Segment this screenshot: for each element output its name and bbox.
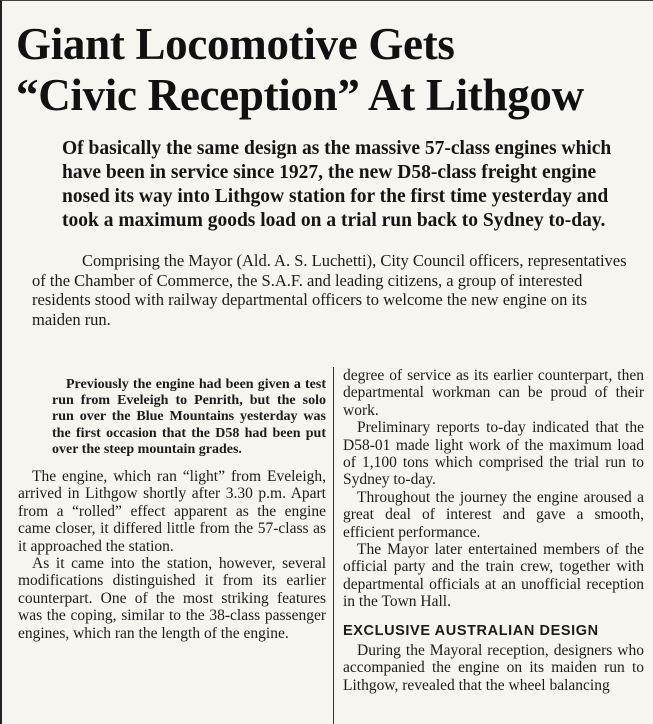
section-subhead: EXCLUSIVE AUSTRALIAN DESIGN: [343, 622, 599, 639]
body-paragraph: As it came into the station, however, several modifications distinguished it from its earlier counterpart. One of the most striking features was the coping, similar to the 38-class passenger engines, which ran the length of the engine.: [18, 555, 326, 642]
body-paragraph-continued: degree of service as its earlier counterpart, then departmental workman can be proud of their work.: [343, 367, 644, 419]
headline-line-1: Giant Locomotive Gets: [16, 19, 455, 69]
body-paragraph: During the Mayoral reception, designers who accompanied the engine on its maiden run to Lithgow, revealed that the wheel balancing: [343, 641, 644, 694]
intro-paragraph: Comprising the Mayor (Ald. A. S. Luchetti), City Council officers, representatives of the Chamber of Commerce, the S.A.F. and leading citizens, a group of interested residents stood with railway departmental officers to welcome the new engine on its maiden run.: [32, 251, 627, 329]
article-columns: [2, 367, 653, 724]
headline: [2, 1, 653, 121]
body-paragraph: Throughout the journey the engine aroused a great deal of interest and gave a smooth, efficient performance.: [343, 488, 644, 541]
right-column: [343, 367, 644, 694]
headline-line-2: “Civic Reception” At Lithgow: [16, 70, 584, 120]
body-paragraph: Preliminary reports to-day indicated that the D58-01 made light work of the maximum load of 1,100 tons which comprised the trial run to Sydney to-day.: [343, 419, 644, 489]
left-column: [18, 367, 326, 642]
body-paragraph: The Mayor later entertained members of the official party and the train crew, together with departmental officials at an unofficial reception in the Town Hall.: [343, 541, 644, 611]
boxed-note: Previously the engine had been given a test run from Eveleigh to Penrith, but the solo run over the Blue Mountains yesterday was the first occasion that the D58 had been put over the steep mountain grades.: [52, 377, 326, 457]
lede-paragraph: Of basically the same design as the massive 57-class engines which have been in service since 1927, the new D58-class freight engine nosed its way into Lithgow station for the first time yesterday and took a maximum goods load on a trial run back to Sydney to-day.: [62, 138, 612, 231]
body-paragraph: The engine, which ran “light” from Eveleigh, arrived in Lithgow shortly after 3.30 p.m. Apart from a “rolled” effect apparent as the engine came closer, it differed little from the 57-class as it approached the station.: [18, 468, 326, 555]
column-divider: [333, 367, 334, 724]
